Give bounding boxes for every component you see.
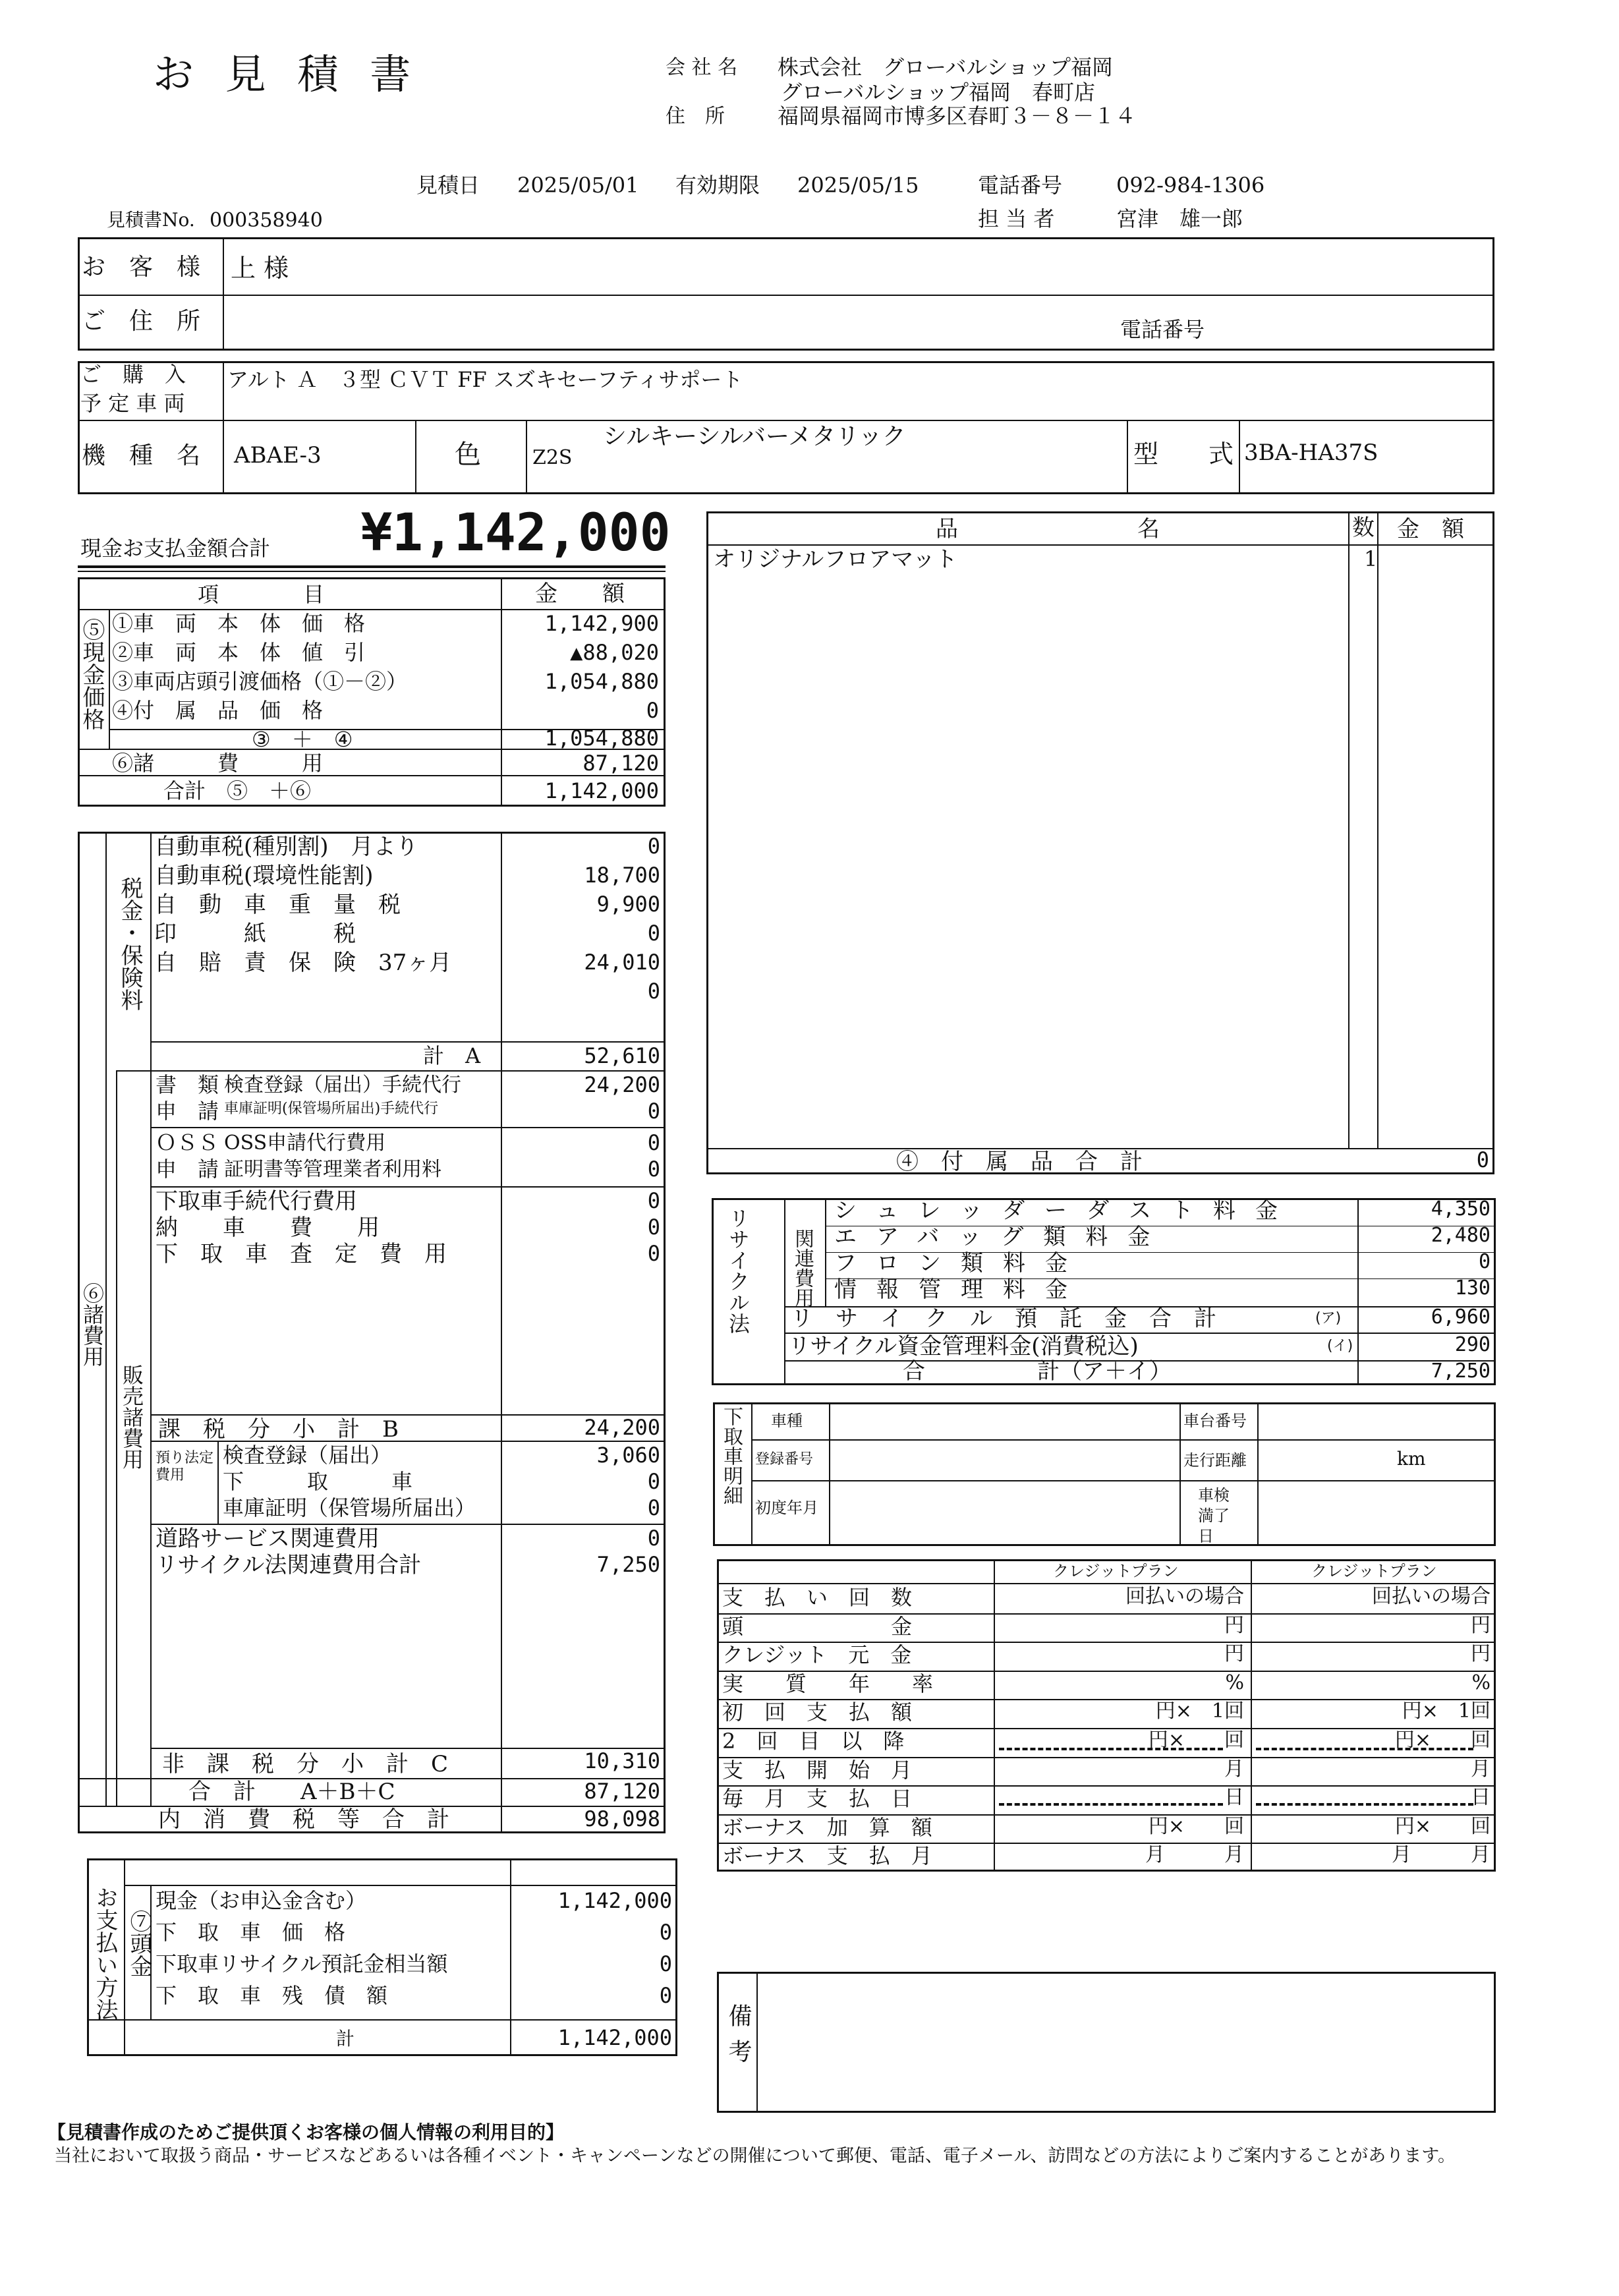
price-head-item: 項 目 <box>198 582 325 607</box>
payment-side-label: お支払い方法 <box>92 1886 118 2021</box>
remarks-label: 備考 <box>725 2003 752 2075</box>
credit-plan2-value[interactable]: 月 月 <box>1392 1843 1491 1866</box>
valid-until-label: 有効期限 <box>675 173 760 198</box>
credit-plan1-value[interactable]: 月 <box>1224 1758 1244 1781</box>
grand-total-value: 1,142,000 <box>544 778 659 803</box>
accessories-head-qty: 数 <box>1352 515 1375 541</box>
credit-plan1-value[interactable]: 円× 回 <box>1148 1729 1244 1752</box>
phone-label: 電話番号 <box>978 173 1063 198</box>
quote-no-label: 見積書No. <box>107 209 195 231</box>
credit-plan1-value[interactable]: 円× 回 <box>1148 1815 1244 1838</box>
sum-b-label: 課 税 分 小 計 B <box>158 1416 399 1443</box>
company-branch: グローバルショップ福岡 春町店 <box>781 80 1095 105</box>
address-label: 住 所 <box>666 105 725 128</box>
tax-row-value: 24,010 <box>584 950 660 975</box>
fee-row-left: 書 類 <box>156 1072 219 1097</box>
tradein-side-label: 下取車明細 <box>720 1406 743 1505</box>
fee-row-label: 下 取 車 <box>223 1469 413 1494</box>
privacy-title: 【見積書作成のためご提供頂くお客様の個人情報の利用目的】 <box>47 2121 565 2143</box>
fee-row-value: 0 <box>647 1215 660 1240</box>
fee-row-label: 検査登録（届出）手続代行 <box>224 1074 461 1097</box>
tradein-car-number: 車台番号 <box>1183 1412 1247 1430</box>
recycle-row-value: 4,350 <box>1431 1197 1491 1220</box>
tradein-car-type: 車種 <box>771 1412 803 1430</box>
model-label: 機 種 名 <box>82 442 201 469</box>
credit-row-label: 2 回 目 以 降 <box>722 1729 905 1754</box>
misc-fee-label: ⑥諸 費 用 <box>112 751 324 776</box>
credit-row-label: 初 回 支 払 額 <box>722 1700 913 1725</box>
tradein-mileage-unit: km <box>1397 1448 1426 1470</box>
customer-phone-label: 電話番号 <box>1120 317 1205 342</box>
fee-row-left: ＯＳＳ <box>156 1130 219 1155</box>
tax-row-label: 自 動 車 重 量 税 <box>154 892 401 918</box>
recycle-sub-label: 関連費用 <box>791 1228 814 1307</box>
recycle-deposit-mark: (ア) <box>1315 1310 1342 1327</box>
credit-plan2-value[interactable]: 回払いの場合 <box>1372 1585 1491 1608</box>
fee-row-value: 0 <box>647 1157 660 1182</box>
fee-row-value: 1,142,000 <box>557 1888 672 1913</box>
grand-total-label: 合計 ⑤ ＋⑥ <box>163 778 312 803</box>
credit-row-label: 支 払 開 始 月 <box>722 1758 913 1783</box>
credit-row-label: クレジット 元 金 <box>722 1642 912 1667</box>
fee-row-label: 道路サービス関連費用 <box>156 1526 380 1552</box>
tradein-reg-number: 登録番号 <box>755 1451 814 1468</box>
type-value: 3BA-HA37S <box>1244 440 1378 466</box>
staff-name: 宮津 雄一郎 <box>1116 206 1243 231</box>
fee-row-label: 下 取 車 残 債 額 <box>156 1983 388 2008</box>
accessory-name: オリジナルフロアマット <box>713 546 957 573</box>
remarks-box[interactable] <box>717 1972 1496 2113</box>
tradein-table <box>713 1402 1496 1546</box>
fee-row-value: 24,200 <box>584 1072 660 1097</box>
customer-box <box>78 237 1494 351</box>
tradein-inspection: 車検満了日 <box>1198 1486 1230 1546</box>
fee-row-label: 下取車手続代行費用 <box>156 1188 357 1215</box>
recycle-total-value: 7,250 <box>1431 1360 1491 1383</box>
fee-row-value: 0 <box>647 1526 660 1551</box>
price-row-label: ③車両店頭引渡価格（①－②） <box>112 669 408 694</box>
sum-c-label: 非 課 税 分 小 計 C <box>162 1751 449 1777</box>
fee-row-label: 納 車 費 用 <box>156 1215 380 1241</box>
sum-c-value: 10,310 <box>584 1748 660 1773</box>
credit-row-label: 毎 月 支 払 日 <box>722 1786 913 1811</box>
valid-until-date: 2025/05/15 <box>797 173 919 198</box>
fee-row-left: 申 請 <box>156 1099 219 1124</box>
tax-row-label: 自 賠 責 保 険 37ヶ月 <box>154 950 452 976</box>
recycle-row-label: シュレッダーダスト料金 <box>834 1197 1297 1224</box>
sum-abc-label: 合 計 A＋B＋C <box>188 1779 395 1805</box>
document-title: お 見 積 書 <box>153 50 420 98</box>
company-address: 福岡県福岡市博多区春町３－８－１４ <box>778 103 1137 129</box>
quote-no: 000358940 <box>210 209 323 232</box>
fee-row-label: 車庫証明（保管場所届出） <box>223 1495 476 1520</box>
vehicle-label-bottom: 予 定 車 両 <box>80 391 185 416</box>
fee-row-label: リサイクル法関連費用合計 <box>156 1552 422 1578</box>
inner-tax-label: 内 消 費 税 等 合 計 <box>158 1806 449 1833</box>
down-payment-label: ⑦頭金 <box>126 1910 152 1977</box>
fee-row-value: 0 <box>659 1983 672 2008</box>
tax-row-value: 9,900 <box>596 892 660 917</box>
sum-a-label: 計 A <box>423 1043 481 1068</box>
credit-plan1-value[interactable]: 円× 1回 <box>1155 1700 1244 1723</box>
privacy-text: 当社において取扱う商品・サービスなどあるいは各種イベント・キャンペーンなどの開催について郵便、電話、電子メール、訪問などの方法によりご案内することがあります。 <box>54 2146 1456 2166</box>
sum-a-value: 52,610 <box>584 1043 660 1068</box>
total-amount: ¥1,142,000 <box>361 503 671 563</box>
accessories-table <box>706 511 1494 1174</box>
fee-row-label: 現金（お申込金含む） <box>156 1888 367 1913</box>
recycle-row-label: エアバッグ類料金 <box>834 1224 1170 1250</box>
fee-row-value: 0 <box>659 1920 672 1945</box>
recycle-row-label: フロン類料金 <box>834 1250 1087 1277</box>
recycle-row-value: 130 <box>1454 1277 1491 1300</box>
fee-row-label: 検査登録（届出） <box>223 1443 392 1468</box>
cash-price-side-label: ⑤現金価格 <box>78 618 105 730</box>
credit-plan-2: クレジットプラン <box>1311 1562 1437 1580</box>
total-amount-label: 現金お支払金額合計 <box>80 536 271 561</box>
company-name: 株式会社 グローバルショップ福岡 <box>778 55 1113 80</box>
credit-plan1-value[interactable]: 円 <box>1224 1614 1244 1637</box>
fee-row-value: 3,060 <box>596 1443 660 1468</box>
accessories-total-value: 0 <box>1476 1147 1489 1172</box>
tax-row-value: 0 <box>647 834 660 859</box>
credit-plan2-value[interactable]: % <box>1471 1671 1491 1694</box>
credit-plan1-value[interactable]: 月 月 <box>1145 1843 1244 1866</box>
sum-abc-value: 87,120 <box>584 1779 660 1804</box>
accessories-head-amount: 金 額 <box>1397 516 1464 542</box>
color-code: Z2S <box>532 446 573 469</box>
customer-address-label: ご 住 所 <box>82 308 201 335</box>
sum-3-4-value: 1,054,880 <box>544 726 659 751</box>
fee-row-value: 0 <box>647 1495 660 1520</box>
color-name: シルキーシルバーメタリック <box>603 423 906 450</box>
type-label: 型 式 <box>1133 440 1234 469</box>
fee-row-label: OSS申請代行費用 <box>224 1132 386 1155</box>
tax-row-label: 自動車税(環境性能割) <box>154 863 374 889</box>
fee-row-value: 0 <box>659 1951 672 1976</box>
fee-row-value: 0 <box>647 1130 660 1155</box>
credit-plan1-value[interactable]: 円 <box>1224 1642 1244 1665</box>
credit-plan1-value[interactable]: % <box>1225 1671 1244 1694</box>
fee-row-label: 車庫証明(保管場所届出)手続代行 <box>224 1101 439 1117</box>
tradein-first-reg: 初度年月 <box>755 1499 818 1517</box>
tax-row-value: 0 <box>647 979 660 1004</box>
recycle-admin-value: 290 <box>1454 1333 1491 1356</box>
credit-row-label: ボーナス 加 算 額 <box>722 1815 932 1840</box>
customer-name: 上 様 <box>231 254 289 283</box>
credit-plan2-value[interactable]: 月 <box>1471 1758 1491 1781</box>
quote-date: 2025/05/01 <box>517 173 639 198</box>
credit-row-label: 頭 金 <box>722 1614 913 1639</box>
recycle-deposit-label: リ サ イ ク ル 預 託 金 合 計 <box>791 1306 1216 1332</box>
sum-3-4-label: ③ ＋ ④ <box>252 727 353 752</box>
recycle-side-label: リサイクル法 <box>725 1207 751 1334</box>
accessories-total-label: ④ 付 属 品 合 計 <box>896 1149 1143 1175</box>
company-label: 会 社 名 <box>666 56 738 79</box>
payment-total-value: 1,142,000 <box>557 2025 672 2050</box>
recycle-total-label: 合 計（ア＋イ） <box>903 1358 1172 1385</box>
fee-row-label: 下 取 車 価 格 <box>156 1920 346 1945</box>
staff-label: 担 当 者 <box>978 206 1055 231</box>
accessories-head-name: 品 名 <box>936 516 1160 542</box>
recycle-row-label: 情報管理料金 <box>834 1277 1087 1303</box>
accessory-qty: 1 <box>1364 546 1378 571</box>
fee-row-value: 0 <box>647 1188 660 1213</box>
credit-row-label: 実 質 年 率 <box>722 1671 934 1696</box>
tax-row-value: 0 <box>647 921 660 946</box>
credit-plan2-value[interactable]: 円× 回 <box>1394 1729 1491 1752</box>
vehicle-label-top: ご 購 入 <box>80 362 186 387</box>
fee-row-value: 7,250 <box>596 1552 660 1577</box>
credit-plan2-value[interactable]: 円× 回 <box>1394 1815 1491 1838</box>
model-value: ABAE-3 <box>234 442 322 469</box>
recycle-row-value: 0 <box>1478 1250 1491 1273</box>
tax-row-label: 印 紙 税 <box>154 921 356 947</box>
tax-row-label: 自動車税(種別割) 月より <box>154 834 418 860</box>
price-head-amount: 金 額 <box>535 581 625 607</box>
credit-row-label: 支 払 い 回 数 <box>722 1585 913 1610</box>
price-row-value: ▲88,020 <box>570 640 659 665</box>
vehicle-name: アルト Ａ ３型 ＣＶＴ FF スズキセーフティサポート <box>227 367 743 392</box>
sum-b-value: 24,200 <box>584 1415 660 1440</box>
credit-plan2-value[interactable]: 日 <box>1471 1786 1491 1809</box>
price-row-label: ①車 両 本 体 価 格 <box>112 611 366 636</box>
tax-row-value: 18,700 <box>584 863 660 888</box>
price-row-value: 0 <box>646 698 659 723</box>
recycle-admin-mark: (イ) <box>1327 1338 1353 1354</box>
recycle-row-value: 2,480 <box>1431 1224 1491 1247</box>
fee-row-value: 0 <box>647 1469 660 1494</box>
credit-plan2-value[interactable]: 円 <box>1471 1642 1491 1665</box>
credit-plan1-value[interactable]: 日 <box>1224 1786 1244 1809</box>
deposit-fee-label: 預り法定費用 <box>156 1450 214 1484</box>
fee-row-label: 下 取 車 査 定 費 用 <box>156 1241 447 1267</box>
customer-label: お 客 様 <box>82 254 201 281</box>
tradein-mileage: 走行距離 <box>1183 1451 1247 1470</box>
quote-date-label: 見積日 <box>416 173 480 198</box>
tax-insurance-label: 税金・保険料 <box>117 876 143 1011</box>
phone-number: 092-984-1306 <box>1116 173 1265 198</box>
credit-row-label: ボーナス 支 払 月 <box>722 1843 932 1868</box>
misc-fee-value: 87,120 <box>582 751 659 776</box>
fee-row-label: 下取車リサイクル預託金相当額 <box>156 1951 448 1976</box>
inner-tax-value: 98,098 <box>584 1806 660 1831</box>
color-label: 色 <box>455 440 481 470</box>
fee-row-value: 0 <box>647 1099 660 1124</box>
fee-row-value: 0 <box>647 1241 660 1266</box>
credit-plan2-value[interactable]: 円 <box>1471 1614 1491 1637</box>
price-row-label: ②車 両 本 体 値 引 <box>112 640 366 665</box>
fee-row-left: 申 請 <box>156 1157 219 1182</box>
price-row-label: ④付 属 品 価 格 <box>112 698 324 723</box>
credit-plan1-value[interactable]: 回払いの場合 <box>1125 1585 1244 1608</box>
credit-plan-1: クレジットプラン <box>1053 1562 1179 1580</box>
payment-total-label: 計 <box>336 2028 355 2050</box>
price-row-value: 1,054,880 <box>544 669 659 694</box>
recycle-admin-label: リサイクル資金管理料金(消費税込) <box>788 1333 1139 1360</box>
price-row-value: 1,142,900 <box>544 611 659 636</box>
sales-fees-label: 販売諸費用 <box>119 1364 144 1470</box>
fee-row-label: 証明書等管理業者利用料 <box>224 1158 441 1181</box>
fees-side-label: ⑥諸費用 <box>80 1282 105 1367</box>
credit-plan2-value[interactable]: 円× 1回 <box>1402 1700 1491 1723</box>
recycle-deposit-value: 6,960 <box>1431 1306 1491 1329</box>
